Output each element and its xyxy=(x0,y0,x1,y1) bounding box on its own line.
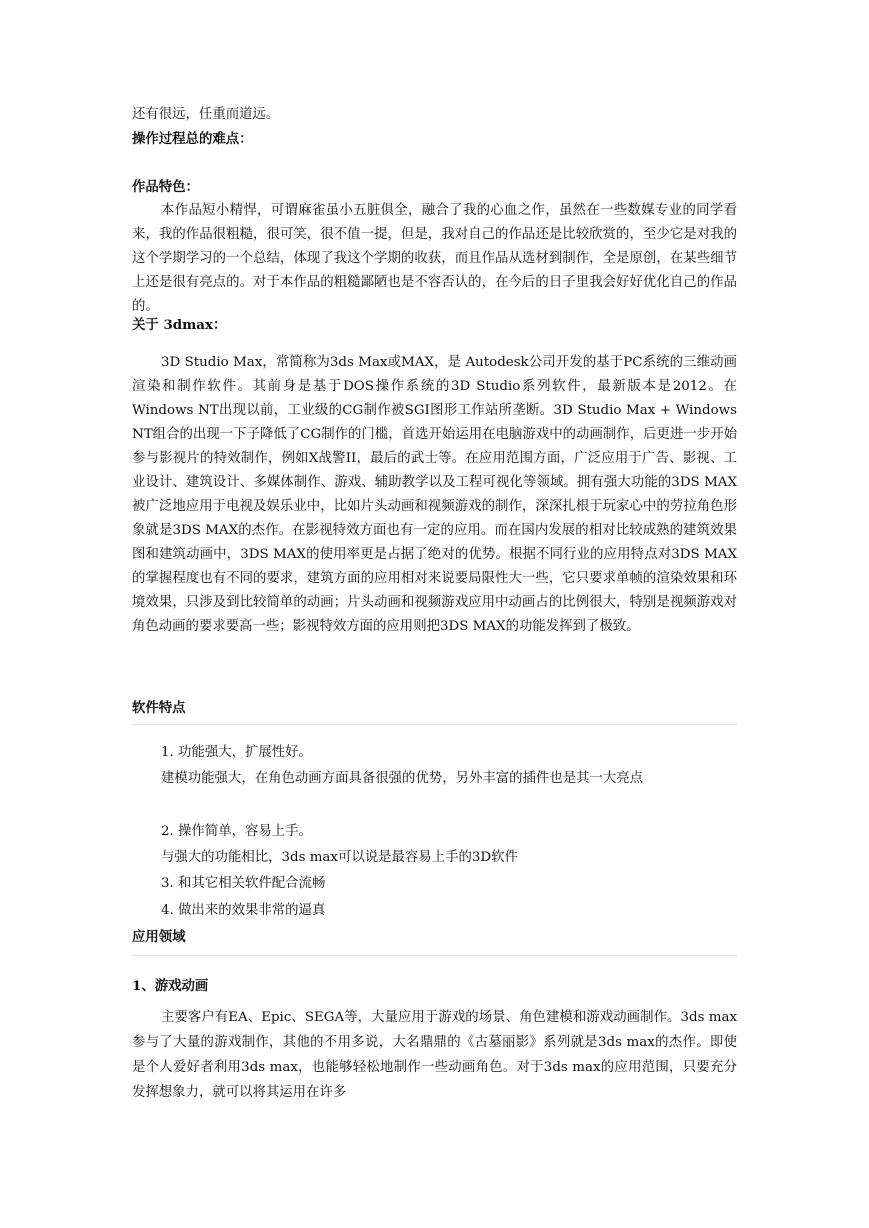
software-item-1: 1. 功能强大，扩展性好。 xyxy=(161,745,312,760)
applications-heading: 应用领域 xyxy=(132,929,186,945)
games-heading: 1、游戏动画 xyxy=(132,978,209,994)
software-item-1-desc: 建模功能强大，在角色动画方面具备很强的优势，另外丰富的插件也是其一大亮点 xyxy=(161,771,644,786)
software-item-4: 4. 做出来的效果非常的逼真 xyxy=(161,903,326,918)
intro-line: 还有很远，任重而道远。 xyxy=(132,107,280,122)
features-paragraph: 本作品短小精悍，可谓麻雀虽小五脏俱全，融合了我的心血之作，虽然在一些数媒专业的同学看来，我的作品很粗糙，很可笑，很不值一提，但是，我对自己的作品还是比较欣赏的，至少它是对我的这个学期学习的一个总结，体现了我这个学期的收获，而且作品从选材到制作，全是原创，在某些细节上还是很有亮点的。对于本作品的粗糙鄙陋也是不容否认的，在今后的日子里我会好好优化自己的作品的。 xyxy=(132,203,737,314)
about-paragraph: 3D Studio Max，常简称为3ds Max或MAX，是 Autodesk公司开发的基于PC系统的三维动画渲染和制作软件。其前身是基于DOS操作系统的3D Studio系列软件，最新版本是2012。在Windows NT出现以前，工业级的CG制作被SGI图形工作站所垄断。3D Studio Max + Windows NT组合的出现一下子降低了CG制作的门槛，首选开始运用在电脑游戏中的动画制作，后更进一步开始参与影视片的特效制作，例如X战警II，最后的武士等。在应用范围方面，广泛应用于广告、影视、工业设计、建筑设计、多媒体制作、游戏、辅助教学以及工程可视化等领域。拥有强大功能的3DS MAX被广泛地应用于电视及娱乐业中，比如片头动画和视频游戏的制作，深深扎根于玩家心中的劳拉角色形象就是3DS MAX的杰作。在影视特效方面也有一定的应用。而在国内发展的相对比较成熟的建筑效果图和建筑动画中，3DS MAX的使用率更是占据了绝对的优势。根据不同行业的应用特点对3DS MAX的掌握程度也有不同的要求，建筑方面的应用相对来说要局限性大一些，它只要求单帧的渲染效果和环境效果，只涉及到比较简单的动画；片头动画和视频游戏应用中动画占的比例很大，特别是视频游戏对角色动画的要求要高一些；影视特效方面的应用则把3DS MAX的功能发挥到了极致。 xyxy=(132,355,737,634)
about-heading: 关于 3dmax： xyxy=(132,317,227,333)
features-heading: 作品特色： xyxy=(132,179,199,195)
difficulty-heading: 操作过程总的难点： xyxy=(132,131,253,147)
software-item-2: 2. 操作简单，容易上手。 xyxy=(161,824,312,839)
software-item-2-desc: 与强大的功能相比，3ds max可以说是最容易上手的3D软件 xyxy=(161,850,518,865)
games-paragraph: 主要客户有EA、Epic、SEGA等，大量应用于游戏的场景、角色建模和游戏动画制作。3ds max参与了大量的游戏制作，其他的不用多说，大名鼎鼎的《古墓丽影》系列就是3ds max的杰作。即使是个人爱好者利用3ds max，也能够轻松地制作一些动画角色。对于3ds max的应用范围，只要充分发挥想象力，就可以将其运用在许多 xyxy=(132,1010,737,1100)
software-item-3: 3. 和其它相关软件配合流畅 xyxy=(161,876,326,891)
divider xyxy=(132,724,737,725)
divider xyxy=(132,955,737,956)
software-heading: 软件特点 xyxy=(132,700,186,716)
